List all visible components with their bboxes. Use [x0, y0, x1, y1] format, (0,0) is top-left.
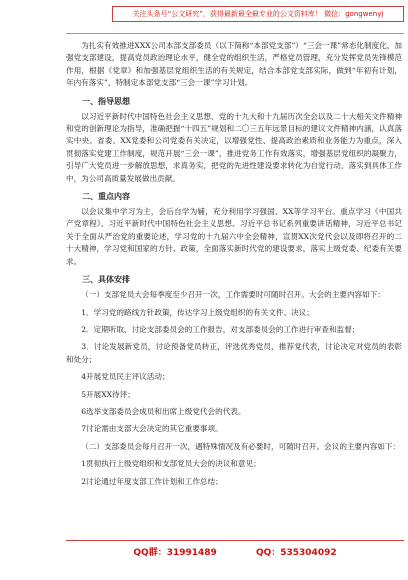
party-congress-paragraph: （一）支部党员大会每季度至少召开一次，工作需要时可随时召开。大会的主要内容如下： [81, 290, 385, 300]
list-item: 3．讨论发展新党员，讨论预备党员转正，评选优秀党员，推荐党代表，讨论决定对党员的表彰和处分； [66, 342, 402, 364]
list-item: 1．学习党的路线方针政策，传达学习上级党组织的有关文件、决议； [81, 307, 314, 317]
qq-number: QQ：535304092 [255, 548, 337, 558]
list-item: 1贯彻执行上级党组织和支部党员大会的决议和意见； [81, 459, 261, 469]
intro-paragraph: 为扎实有效推进XXX公司本部支部委员（以下简称“本部党支部”）“三会一课”常态化制度化，加强党支部建设，提高党员政治理论水平，健全党的组织生活，严格党员管理，充分发挥党员先锋模范作用，根据《党章》和加强基层党组织生活的有关规定，结合本部党支部实际，做到“年初有计划，年内有落实”，特制定本部党支部“三会一课”学习计划。 [66, 41, 402, 88]
document-body [66, 40, 402, 528]
footer-contact [66, 540, 404, 561]
header-divider [66, 33, 404, 34]
section-heading-arrangement: 三、具体安排 [82, 275, 130, 285]
key-content-paragraph: 以会议集中学习为主，会后自学为辅，充分利用学习强国、XX等学习平台。重点学习《中国共产党章程》、习近平新时代中国特色社会主义思想、习近平总书记系列重要讲话精神，习近平总书记关于全面从严治党的重要论述，学习党的十九届六中全会精神，宣贯XX次党代会以及即将召开的二十大精神，学习党和国家的方针、政策，全面落实新时代党的建设要求，落实上级党委、纪委有关要求。 [66, 207, 402, 266]
top-promo-banner: 关注头条号“公文研究”，获得最新最全最专业的公文资料库！ 微信：gongwenyj [112, 6, 404, 22]
list-item: 6选举支部委员会成员和出席上级党代会的代表。 [81, 406, 246, 416]
list-item: 7讨论需由支部大会决定的其它重要事项。 [81, 424, 223, 434]
section-heading-key-content: 二、重点内容 [82, 192, 130, 202]
list-item: 4开展党员民主评议活动； [81, 372, 170, 382]
list-item: 5开展XX待评； [81, 389, 135, 399]
qq-group-number: QQ群：31991489 [133, 548, 217, 558]
list-item: 2．定期听取、讨论支部委员会的工作报告，对支部委员会的工作进行审查和监督； [81, 324, 360, 334]
committee-paragraph: （二）支部委员会每月召开一次，遇特殊情况及有必要时，可随时召开。会议的主要内容如下： [81, 441, 401, 451]
guiding-ideology-paragraph: 以习近平新时代中国特色社会主义思想、党的十九大和十九届历次全会以及二十大相关文件精神和党的创新理论为指导，准确把握“十四五”规划和二〇三五年远景目标的建议文件精神内涵，认真落实中央、省委、XX党委和公司党委有关决定，以增强党性、提高政治素质和业务能力为重点，深入贯彻落实党建工作制度，规范开展“三会一课”，推进党务工作有效落实，增强基层党组织的凝聚力，引导广大党员进一步解放思想，求真务实，把党的先进性建设要求转化为自觉行动，落实到具体工作中，为公司高质量发展做出贡献。 [66, 111, 402, 183]
list-item: 2讨论通过年度支部工作计划和工作总结； [81, 476, 223, 486]
section-heading-guiding-ideology: 一、指导思想 [82, 96, 130, 106]
